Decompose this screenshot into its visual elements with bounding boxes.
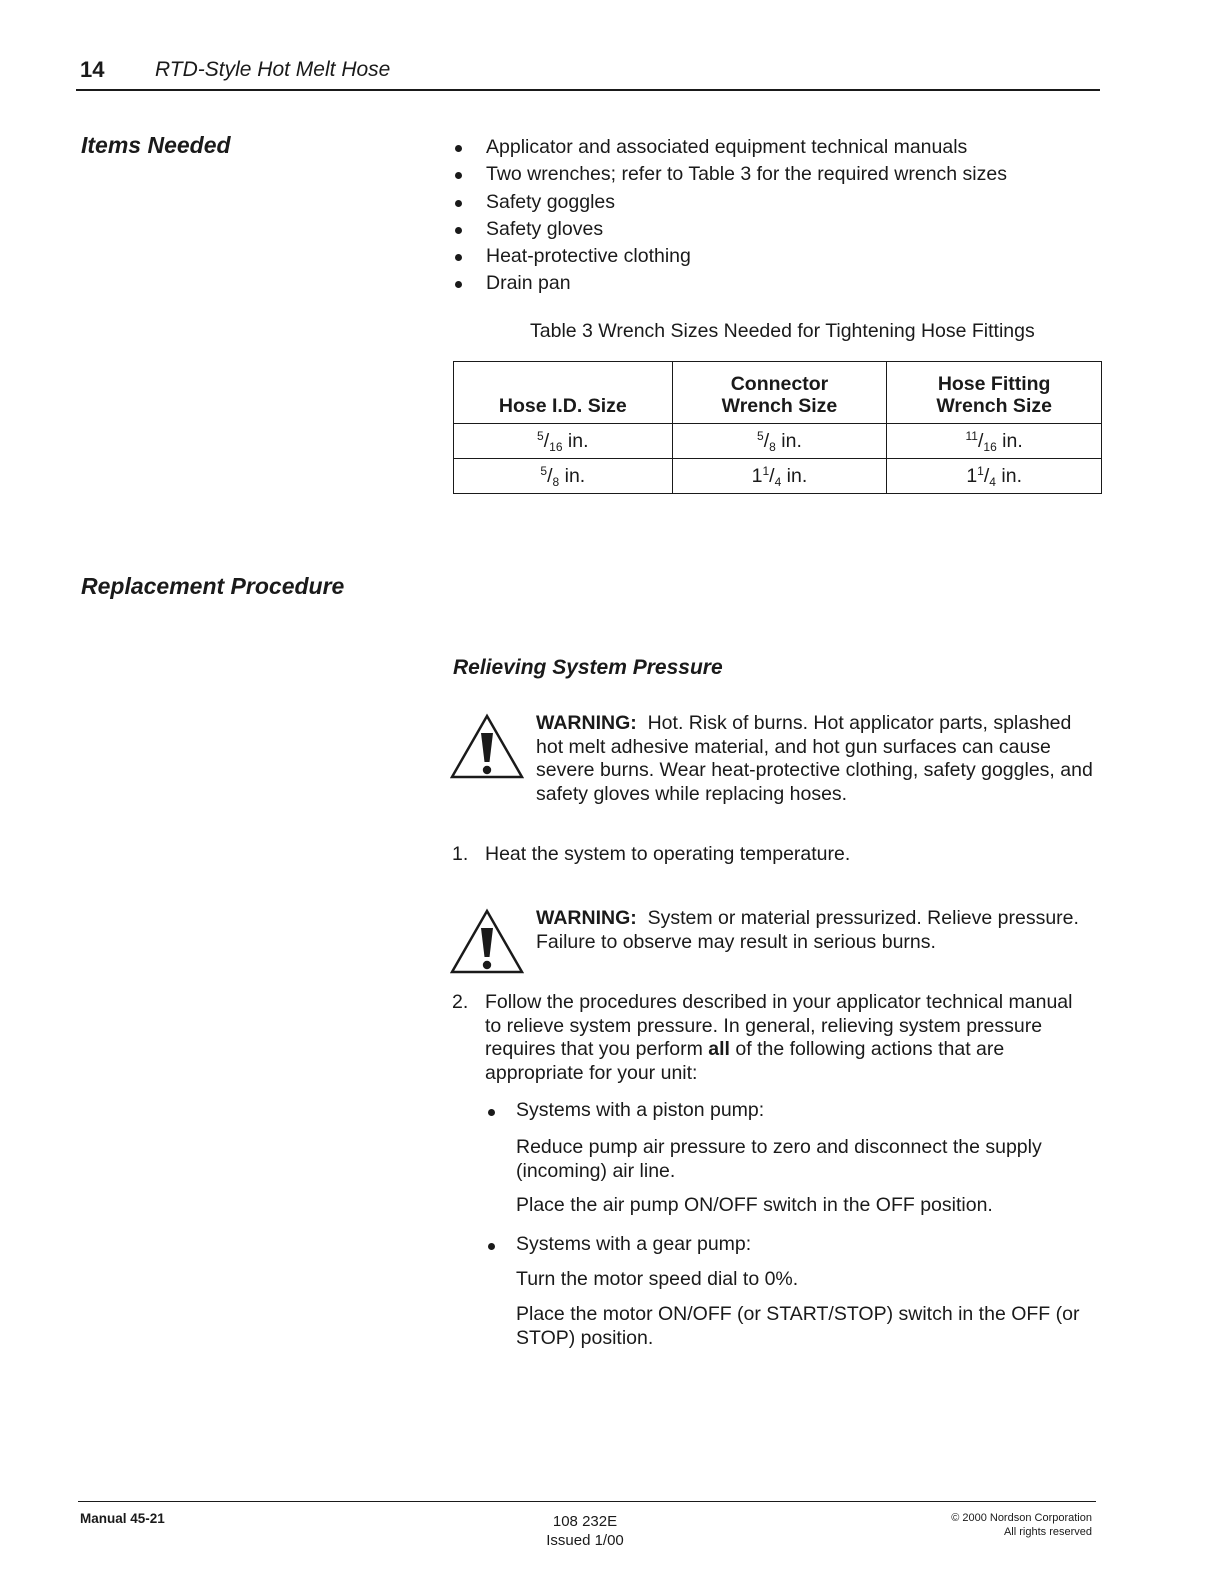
gear-pump-step-switch: Place the motor ON/OFF (or START/STOP) switch in the OFF (or STOP) position. [516, 1303, 1080, 1349]
issue-date: Issued 1/00 [546, 1532, 624, 1549]
column-header-connector: Connector Wrench Size [672, 362, 887, 424]
gear-pump-step-dial: Turn the motor speed dial to 0%. [516, 1268, 799, 1290]
list-item: Safety goggles [452, 189, 1007, 216]
table-cell: $^{11}/_{16}$ in. [887, 424, 1102, 459]
bullet-icon [488, 1109, 495, 1116]
footer-rule [78, 1501, 1096, 1502]
list-item: Heat-protective clothing [452, 243, 1007, 270]
list-item: Two wrenches; refer to Table 3 for the required wrench sizes [452, 161, 1007, 188]
table-cell: $^5/_8$ in. [454, 459, 673, 494]
step-1: 1. Heat the system to operating temperature. [452, 843, 851, 865]
running-title: RTD-Style Hot Melt Hose [155, 58, 391, 81]
items-needed-heading: Items Needed [81, 132, 231, 158]
page-number: 14 [80, 57, 105, 82]
part-number: 108 232E [552, 1513, 618, 1530]
wrench-size-table [453, 361, 1102, 494]
manual-number: Manual 45-21 [80, 1511, 165, 1526]
list-item: Applicator and associated equipment technical manuals [452, 134, 1007, 161]
list-item: Safety gloves [452, 216, 1007, 243]
rights-reserved: All rights reserved [1003, 1526, 1092, 1538]
relieving-pressure-heading: Relieving System Pressure [453, 656, 723, 679]
gear-pump-item: Systems with a gear pump: [484, 1233, 751, 1256]
column-header-hose-id: Hose I.D. Size [454, 362, 673, 424]
warning-hot-burns: WARNING: Hot. Risk of burns. Hot applicator parts, splashed hot melt adhesive material, and hot gun surfaces can cause severe burns. Wear heat-protective clothing, safety goggles, and safety gloves while replacing hoses. [536, 712, 1093, 806]
table-caption: Table 3 Wrench Sizes Needed for Tightening Hose Fittings [530, 320, 1035, 342]
table-cell: $1^1/_4$ in. [887, 459, 1102, 494]
piston-pump-item: Systems with a piston pump: [484, 1099, 764, 1122]
piston-pump-step-reduce: Reduce pump air pressure to zero and disconnect the supply (incoming) air line. [516, 1136, 1042, 1182]
table-row [454, 424, 1102, 459]
replacement-procedure-heading: Replacement Procedure [81, 573, 345, 599]
warning-triangle-icon [450, 908, 524, 974]
part-number-block [500, 1512, 670, 1550]
copyright: © 2000 Nordson Corporation [951, 1512, 1092, 1524]
bullet-icon [488, 1243, 495, 1250]
table-cell: $^5/_8$ in. [672, 424, 887, 459]
table-cell: $^5/_{16}$ in. [454, 424, 673, 459]
step-2: 2. Follow the procedures described in your applicator technical manual to relieve system pressure. In general, relieving system pressure requires that you perform all of the following actions that are appropriate for your unit: [452, 991, 1073, 1085]
copyright-block [951, 1511, 1092, 1539]
header-rule [76, 89, 1100, 91]
table-row [454, 459, 1102, 494]
warning-pressurized: WARNING: System or material pressurized. Relieve pressure. Failure to observe may result in serious burns. [536, 907, 1079, 953]
piston-pump-step-switch: Place the air pump ON/OFF switch in the OFF position. [516, 1194, 993, 1216]
table-cell: $1^1/_4$ in. [672, 459, 887, 494]
warning-triangle-icon [450, 713, 524, 779]
column-header-hose-fitting: Hose Fitting Wrench Size [887, 362, 1102, 424]
list-item: Drain pan [452, 270, 1007, 297]
items-needed-list [452, 134, 1007, 298]
